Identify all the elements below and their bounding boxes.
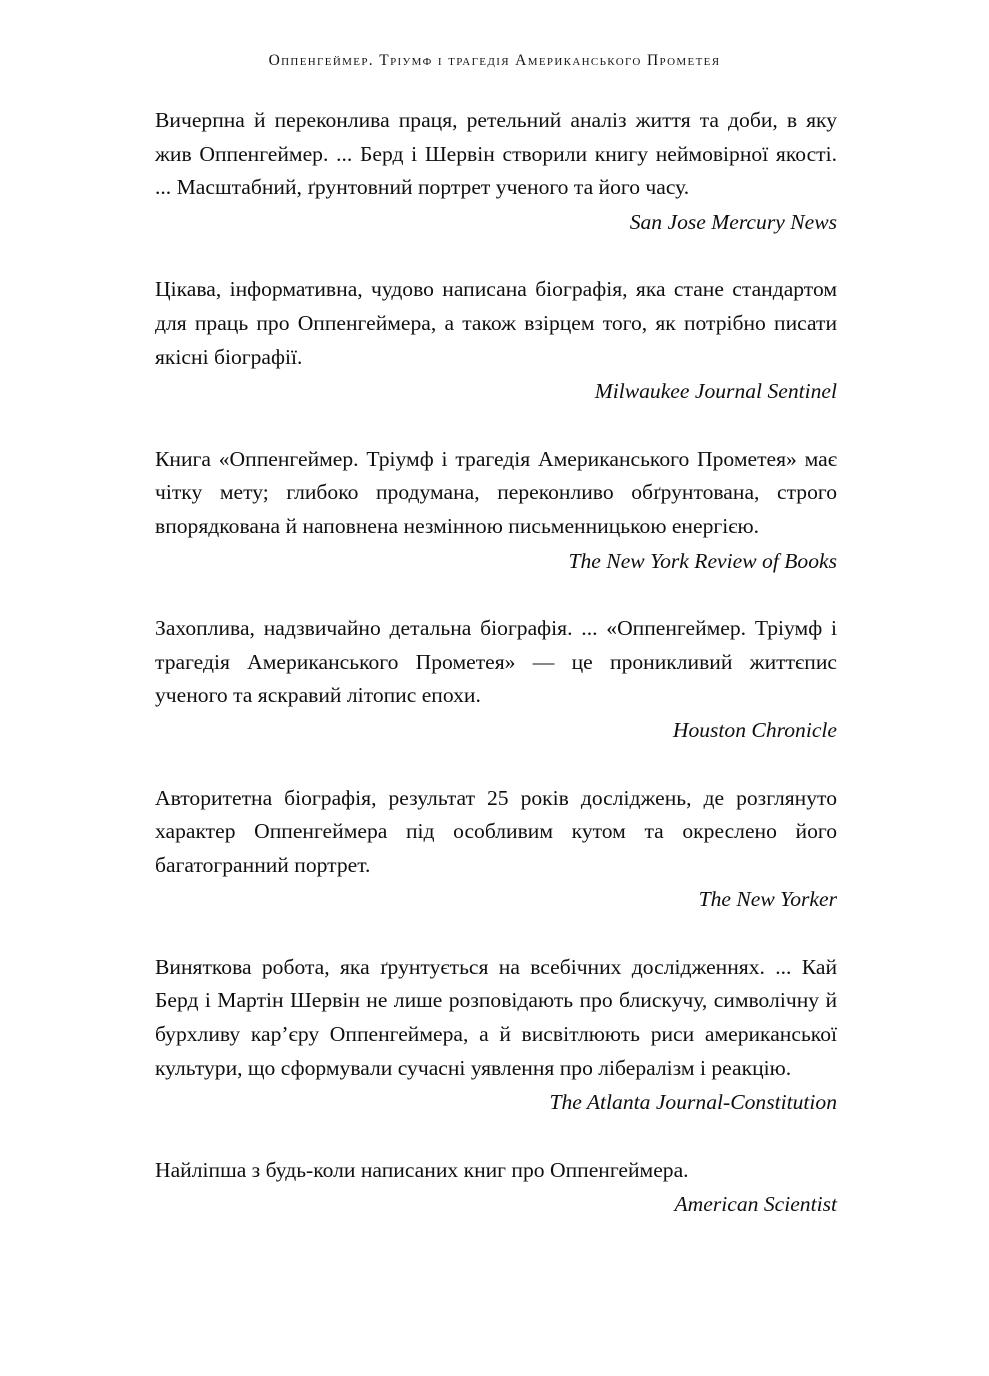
quote-text: Цікава, інформативна, чудово написана біографія, яка стане стандартом для праць про Оппенгеймера, а також взірцем того, як потрібно писати якісні біографії. <box>155 277 837 369</box>
quote-block <box>155 273 837 408</box>
quote-source: San Jose Mercury News <box>629 209 837 234</box>
quote-text: Захоплива, надзвичайно детальна біографія. ... «Оппенгеймер. Тріумф і трагедія Американського Прометея» — це проникливий життєпис ученого та яскравий літопис епохи. <box>155 616 837 708</box>
block-spacer <box>155 760 837 782</box>
quote-text: Вичерпна й переконлива праця, ретельний аналіз життя та доби, в яку жив Оппенгеймер. ... Берд і Шервін створили книгу неймовірної якості. ... Масштабний, ґрунтовний портрет ученого та його часу. <box>155 108 837 200</box>
block-spacer <box>155 929 837 951</box>
running-head: Оппенгеймер. Тріумф і трагедія Американського Прометея <box>268 52 721 69</box>
quote-source: Milwaukee Journal Sentinel <box>594 379 837 404</box>
quote-text: Виняткова робота, яка ґрунтується на всебічних дослідженнях. ... Кай Берд і Мартін Шервін не лише розповідають про блискучу, символічну й бурхливу кар’єру Оппенгеймера, а й висвітлюють риси американської культури, що сформували сучасні уявлення про лібералізм і реакцію. <box>155 954 837 1080</box>
quote-block <box>155 782 837 917</box>
quote-text: Книга «Оппенгеймер. Тріумф і трагедія Американського Прометея» має чітку мету; глибоко продумана, переконливо обґрунтована, строго впорядкована й наповнена незмінною письменницькою енергією. <box>155 446 837 538</box>
block-spacer <box>155 421 837 443</box>
quote-block <box>155 443 837 578</box>
quote-source: American Scientist <box>674 1192 837 1217</box>
quote-text: Авторитетна біографія, результат 25 років досліджень, де розглянуто характер Оппенгеймера під особливим кутом та окреслено його багатогранний портрет. <box>155 785 837 877</box>
quote-block <box>155 612 837 747</box>
quote-source: The New Yorker <box>698 887 837 912</box>
quote-block <box>155 1154 837 1222</box>
block-spacer <box>155 1132 837 1154</box>
quote-source: The Atlanta Journal-Constitution <box>549 1090 837 1115</box>
quote-source: The New York Review of Books <box>568 548 837 573</box>
quote-block <box>155 104 837 239</box>
praise-quotes-column <box>155 104 837 1222</box>
quote-block <box>155 951 837 1120</box>
quote-source: Houston Chronicle <box>672 717 837 742</box>
block-spacer <box>155 251 837 273</box>
block-spacer <box>155 590 837 612</box>
quote-text: Найліпша з будь-коли написаних книг про Оппенгеймера. <box>155 1157 689 1182</box>
